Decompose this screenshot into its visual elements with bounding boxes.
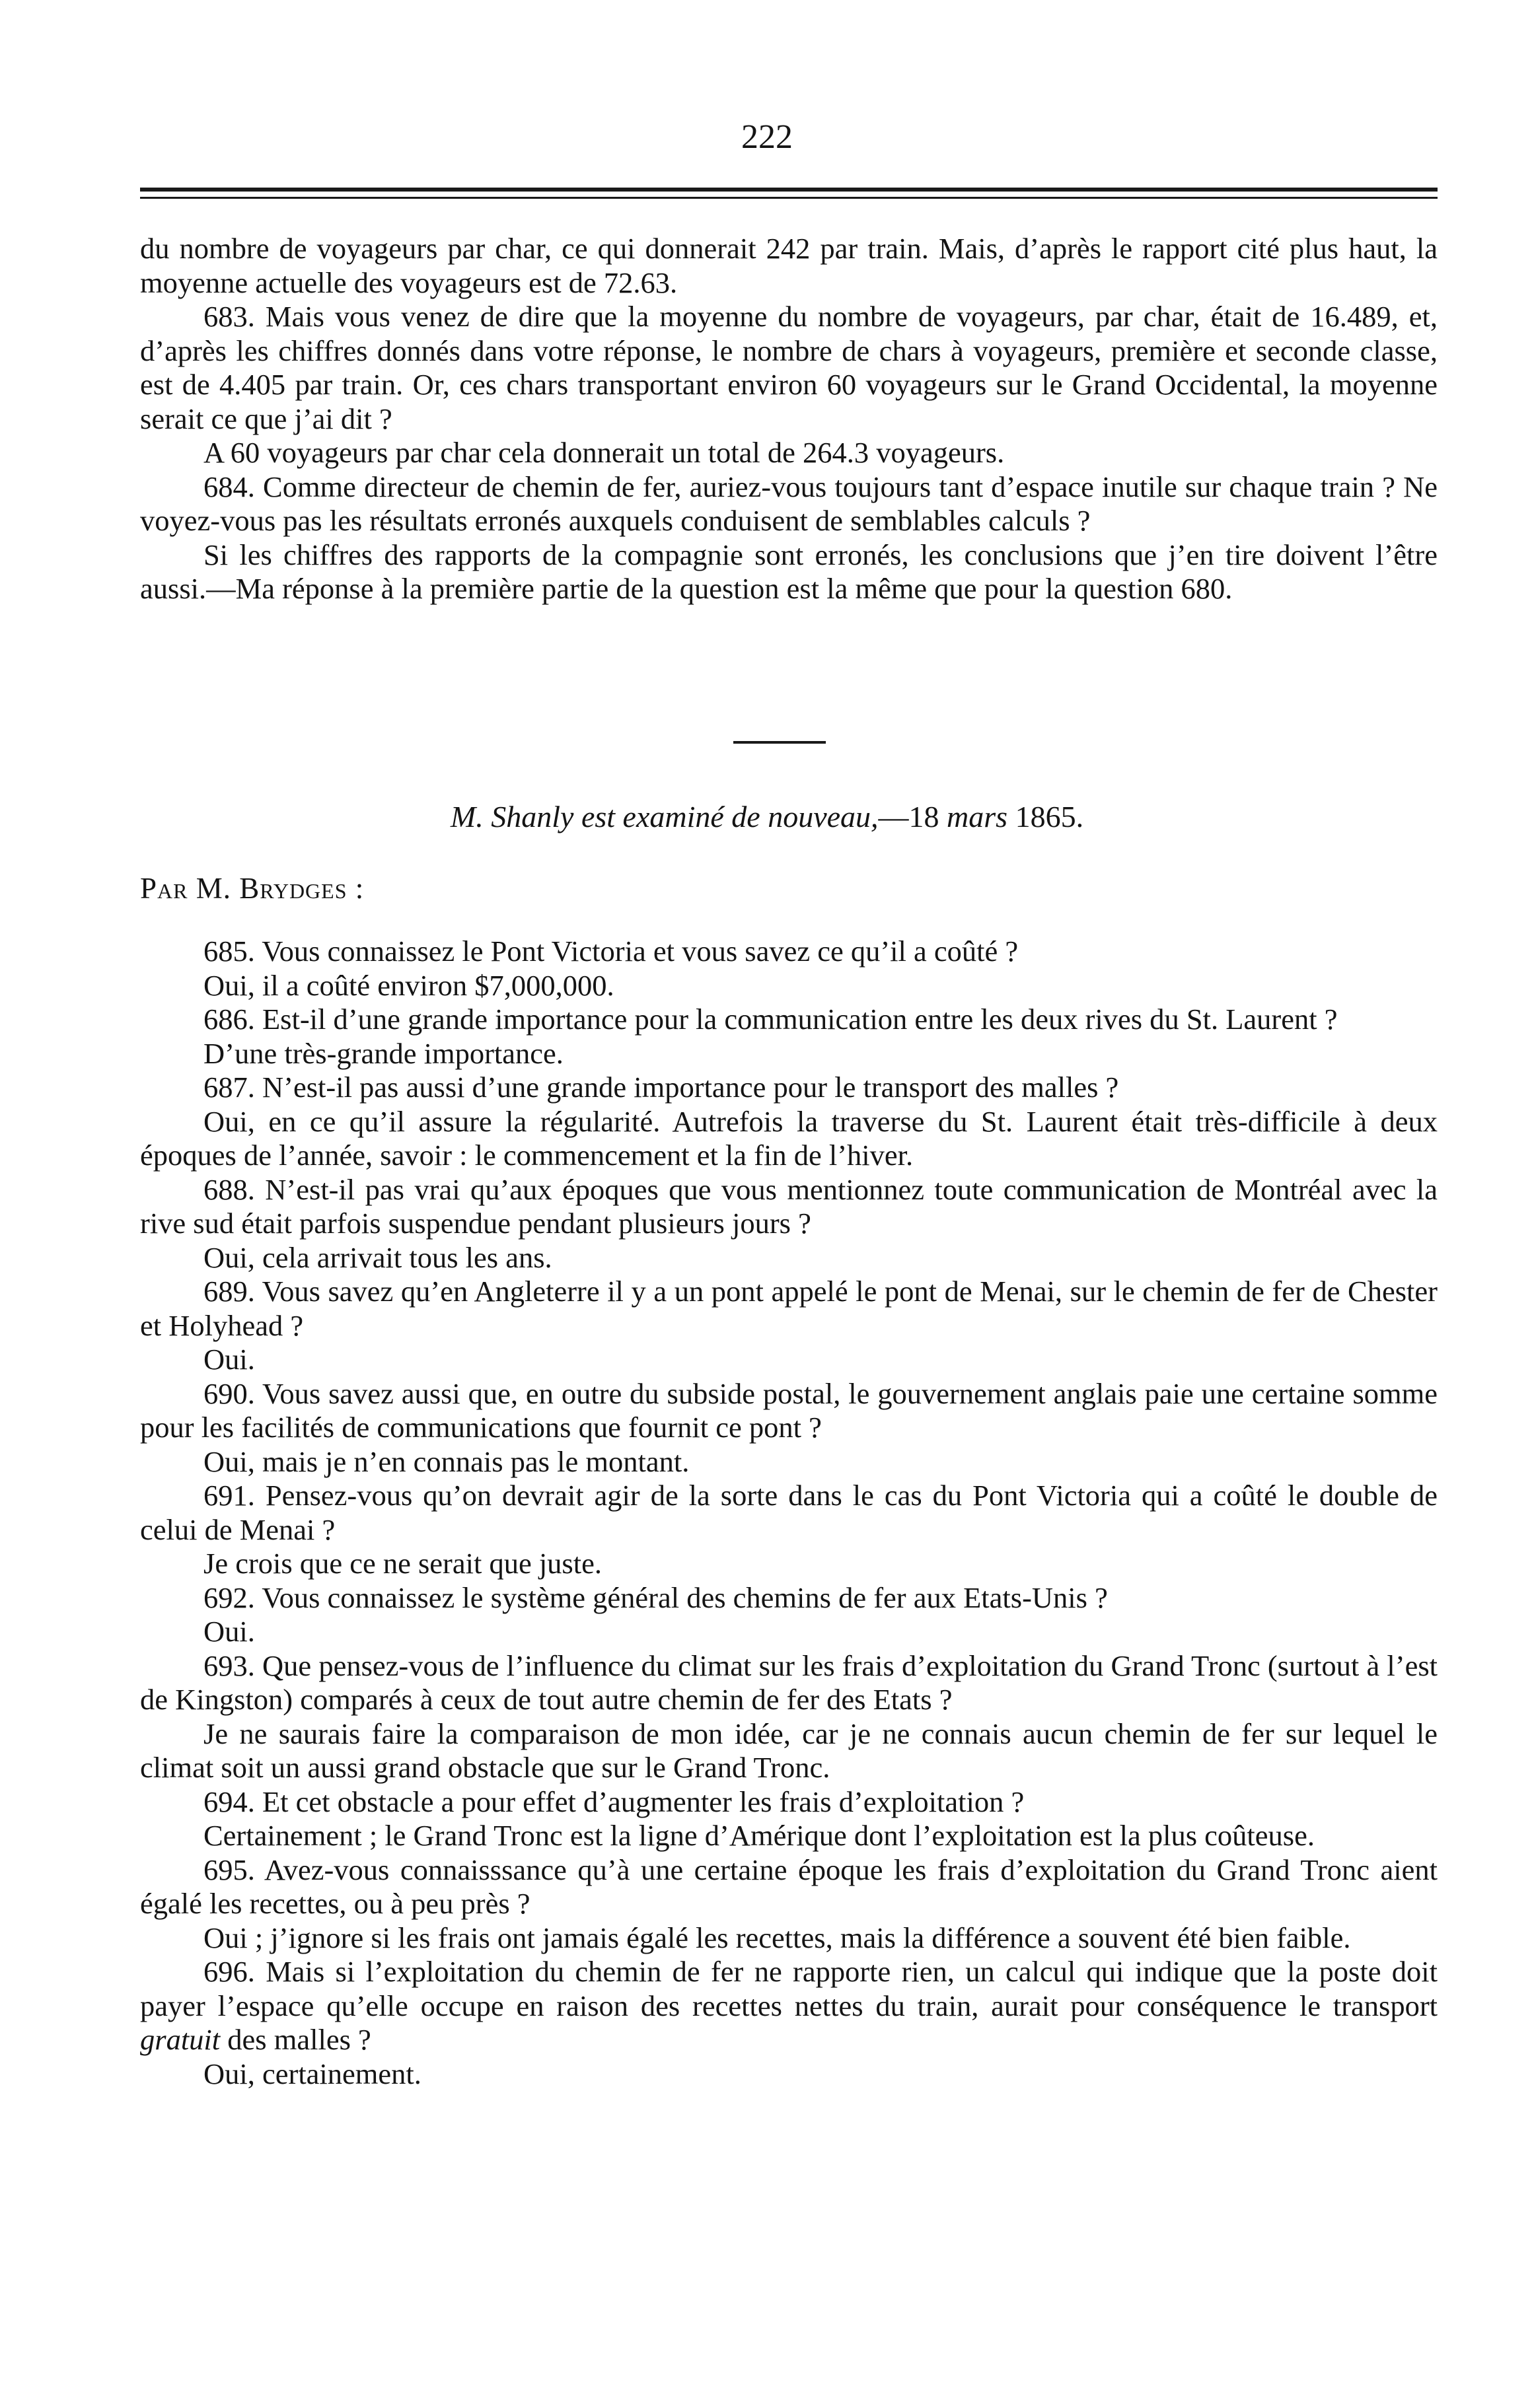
question: 685. Vous connaissez le Pont Victoria et vous savez ce qu’il a coûté ?: [203, 935, 1019, 968]
question-text: 696. Mais si l’exploitation du chemin de fer ne rapporte rien, un calcul qui indique que la poste doit payer l’espace qu’elle occupe en raison des recettes nettes du train, aurait pour conséquence le transport: [140, 1955, 1438, 2022]
header-rule-thin: [140, 197, 1438, 199]
answer: Certainement ; le Grand Tronc est la ligne d’Amérique dont l’exploitation est la plus coûteuse.: [203, 1819, 1315, 1852]
question: 695. Avez-vous connaisssance qu’à une certaine époque les frais d’exploitation du Grand Tronc aient égalé les recettes, ou à peu près ?: [140, 1853, 1438, 1920]
question: 684. Comme directeur de chemin de fer, auriez-vous toujours tant d’espace inutile sur chaque train ? Ne voyez-vous pas les résultats erronés auxquels conduisent de semblables calculs ?: [140, 470, 1438, 537]
question: [140, 1955, 1438, 2057]
answer: Oui, cela arrivait tous les ans.: [203, 1240, 552, 1274]
question: 689. Vous savez qu’en Angleterre il y a un pont appelé le pont de Menai, sur le chemin de fer de Chester et Holyhead ?: [140, 1275, 1438, 1342]
answer: Oui, il a coûté environ $7,000,000.: [203, 968, 614, 1002]
speaker-par: Par M.: [140, 872, 231, 905]
header-rule: [140, 188, 1438, 192]
answer: Oui ; j’ignore si les frais ont jamais égalé les recettes, mais la différence a souvent été bien faible.: [203, 1921, 1351, 1954]
section-heading: [0, 799, 1534, 835]
answer: Oui, mais je n’en connais pas le montant.: [203, 1444, 690, 1478]
paragraph: du nombre de voyageurs par char, ce qui donnerait 242 par train. Mais, d’après le rapport cité plus haut, la moyenne actuelle des voyageurs est de 72.63.: [140, 232, 1438, 299]
question: 687. N’est-il pas aussi d’une grande importance pour le transport des malles ?: [203, 1071, 1119, 1104]
answer: Oui, en ce qu’il assure la régularité. Autrefois la traverse du St. Laurent était très-difficile à deux époques de l’année, savoir : le commencement et la fin de l’hiver.: [140, 1104, 1438, 1172]
heading-date-prefix: —18: [878, 800, 947, 833]
question: 686. Est-il d’une grande importance pour la communication entre les deux rives du St. Laurent ?: [203, 1003, 1338, 1036]
heading-year: 1865.: [1007, 800, 1084, 833]
question: 694. Et cet obstacle a pour effet d’augmenter les frais d’exploitation ?: [203, 1785, 1025, 1818]
question: 693. Que pensez-vous de l’influence du climat sur les frais d’exploitation du Grand Tronc (surtout à l’est de Kingston) comparés à ceux de tout autre chemin de fer des Etats ?: [140, 1648, 1438, 1716]
answer: A 60 voyageurs par char cela donnerait un total de 264.3 voyageurs.: [203, 436, 1005, 469]
speaker-label: [140, 870, 364, 906]
speaker-name: Brydges :: [239, 872, 365, 905]
question: 683. Mais vous venez de dire que la moyenne du nombre de voyageurs, par char, était de 16.489, et, d’après les chiffres donnés dans votre réponse, le nombre de chars à voyageurs, première et seconde classe, est de 4.405 par train. Or, ces chars transportant environ 60 voyageurs sur le Grand Occidental, la moyenne serait ce que j’ai dit ?: [140, 300, 1438, 435]
page-number: 222: [741, 118, 793, 156]
answer: Oui.: [203, 1343, 255, 1376]
heading-month: mars: [947, 800, 1008, 833]
answer: Si les chiffres des rapports de la compagnie sont erronés, les conclusions que j’en tire doivent l’être aussi.—Ma réponse à la première partie de la question est la même que pour la question 680.: [140, 538, 1438, 605]
question-text-end: des malles ?: [220, 2023, 371, 2056]
question: 691. Pensez-vous qu’on devrait agir de la sorte dans le cas du Pont Victoria qui a coûté le double de celui de Menai ?: [140, 1479, 1438, 1546]
continuation-text: [140, 232, 1438, 606]
answer: Je crois que ce ne serait que juste.: [203, 1547, 602, 1580]
answer: Oui, certainement.: [203, 2057, 421, 2090]
question: 688. N’est-il pas vrai qu’aux époques que vous mentionnez toute communication de Montréal avec la rive sud était parfois suspendue pendant plusieurs jours ?: [140, 1172, 1438, 1240]
answer: Je ne saurais faire la comparaison de mon idée, car je ne connais aucun chemin de fer sur lequel le climat soit un aussi grand obstacle que sur le Grand Tronc.: [140, 1717, 1438, 1784]
section-divider: [733, 741, 826, 744]
answer: Oui.: [203, 1615, 255, 1648]
answer: D’une très-grande importance.: [203, 1036, 564, 1070]
examination-text: [140, 935, 1438, 2091]
question: 690. Vous savez aussi que, en outre du subside postal, le gouvernement anglais paie une certaine somme pour les facilités de communications que fournit ce pont ?: [140, 1376, 1438, 1444]
heading-name: M. Shanly est examiné de nouveau,: [450, 800, 879, 833]
italic-word: gratuit: [140, 2023, 221, 2056]
question: 692. Vous connaissez le système général des chemins de fer aux Etats-Unis ?: [203, 1580, 1108, 1614]
